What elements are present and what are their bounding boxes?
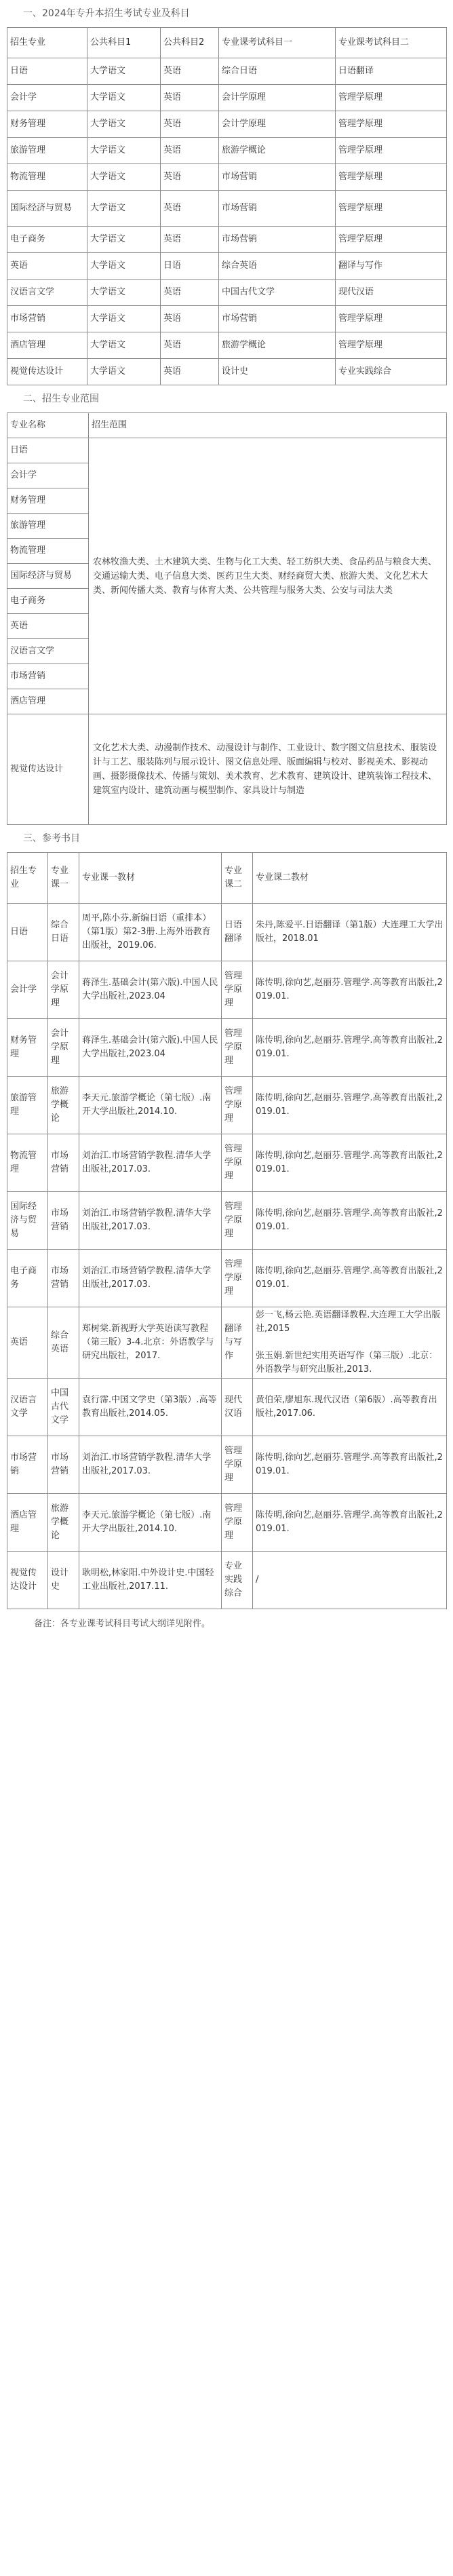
table-row xyxy=(7,904,447,961)
table-cell: 管理学原理 xyxy=(336,306,447,332)
table-cell: 设计史 xyxy=(219,359,336,385)
table-cell: 英语 xyxy=(7,253,87,280)
table-cell: 市场营销 xyxy=(48,1192,79,1250)
table-cell: 管理学原理 xyxy=(222,1192,253,1250)
table-cell: 财务管理 xyxy=(7,1019,48,1077)
table-cell: 郑树棠.新视野大学英语读写教程（第三版）3-4.北京：外语教学与研究出版社，2017. xyxy=(79,1307,222,1379)
table-row xyxy=(7,1134,447,1192)
table-cell: 国际经济与贸易 xyxy=(7,1192,48,1250)
table-cell: 管理学原理 xyxy=(336,111,447,138)
table-cell: 英语 xyxy=(161,332,219,359)
table-cell: 大学语文 xyxy=(87,111,161,138)
major-cell: 会计学 xyxy=(7,463,89,488)
table-row xyxy=(7,1192,447,1250)
subjects-table xyxy=(7,27,447,385)
major-cell: 英语 xyxy=(7,614,89,639)
table-row xyxy=(7,1552,447,1609)
table-cell: 管理学原理 xyxy=(222,1134,253,1192)
table-cell: 英语 xyxy=(161,280,219,306)
table-cell: 会计学原理 xyxy=(48,1019,79,1077)
table-cell: 刘治江.市场营销学教程.清华大学出版社,2017.03. xyxy=(79,1250,222,1307)
table-cell: 英语 xyxy=(161,227,219,253)
table-cell: 英语 xyxy=(161,111,219,138)
table-cell: 中国古代文学 xyxy=(48,1379,79,1436)
table-cell: 市场营销 xyxy=(219,191,336,227)
table-cell: 英语 xyxy=(161,58,219,85)
table-cell: 视觉传达设计 xyxy=(7,359,87,385)
table-cell: 陈传明,徐向艺,赵丽芬.管理学.高等教育出版社,2019.01. xyxy=(253,1192,447,1250)
table-cell: 管理学原理 xyxy=(222,1019,253,1077)
table-cell: 陈传明,徐向艺,赵丽芬.管理学.高等教育出版社,2019.01. xyxy=(253,1134,447,1192)
table-cell: 大学语文 xyxy=(87,227,161,253)
major-cell: 物流管理 xyxy=(7,539,89,564)
major-cell: 汉语言文学 xyxy=(7,639,89,664)
table-cell: 酒店管理 xyxy=(7,332,87,359)
table-cell: 会计学 xyxy=(7,85,87,111)
table-cell: 市场营销 xyxy=(219,227,336,253)
table-cell: 设计史 xyxy=(48,1552,79,1609)
table-cell: 大学语文 xyxy=(87,306,161,332)
table-row xyxy=(7,253,447,280)
header-cell: 专业课二 xyxy=(222,853,253,904)
table-cell: 大学语文 xyxy=(87,191,161,227)
table-cell: 黄伯荣,廖旭东.现代汉语（第6版）.高等教育出版社,2017.06. xyxy=(253,1379,447,1436)
table-row xyxy=(7,1250,447,1307)
table-cell: 大学语文 xyxy=(87,164,161,191)
table-cell: 汉语言文学 xyxy=(7,280,87,306)
table-cell: 管理学原理 xyxy=(336,227,447,253)
table-cell: / xyxy=(253,1552,447,1609)
table-cell: 旅游管理 xyxy=(7,1077,48,1134)
major-cell: 酒店管理 xyxy=(7,689,89,714)
table-cell: 英语 xyxy=(161,359,219,385)
table-cell: 陈传明,徐向艺,赵丽芬.管理学.高等教育出版社,2019.01. xyxy=(253,1250,447,1307)
table-cell: 管理学原理 xyxy=(336,138,447,164)
table-cell: 朱丹,陈爱平.日语翻译（第1版）大连理工大学出版社，2018.01 xyxy=(253,904,447,961)
table-cell: 会计学原理 xyxy=(219,111,336,138)
table-cell: 日语 xyxy=(161,253,219,280)
table-cell: 日语翻译 xyxy=(222,904,253,961)
table-cell: 市场营销 xyxy=(48,1134,79,1192)
header-cell: 专业课一 xyxy=(48,853,79,904)
table-cell: 刘治江.市场营销学教程.清华大学出版社,2017.03. xyxy=(79,1436,222,1494)
reference-books-table xyxy=(7,852,447,1609)
table-row xyxy=(7,280,447,306)
table-cell: 市场营销 xyxy=(48,1250,79,1307)
table-cell: 会计学 xyxy=(7,961,48,1019)
table-cell: 电子商务 xyxy=(7,1250,48,1307)
table-cell: 大学语文 xyxy=(87,138,161,164)
section-title-references: 三、参考书目 xyxy=(23,833,80,844)
table-cell: 英语 xyxy=(161,85,219,111)
table-cell: 物流管理 xyxy=(7,1134,48,1192)
table-row xyxy=(7,85,447,111)
table-cell: 电子商务 xyxy=(7,227,87,253)
table-cell: 翻译与写作 xyxy=(336,253,447,280)
scope-cell: 农林牧渔大类、土木建筑大类、生物与化工大类、轻工纺织大类、食品药品与粮食大类、交通运输大类、电子信息大类、医药卫生大类、财经商贸大类、旅游大类、文化艺术大类、新闻传播大类、教育与体育大类、公共管理与服务大类、公安与司法大类 xyxy=(89,438,447,714)
header-cell: 专业课一教材 xyxy=(79,853,222,904)
header-cell: 专业名称 xyxy=(7,413,89,438)
table-row xyxy=(7,227,447,253)
table-row xyxy=(7,164,447,191)
major-cell: 电子商务 xyxy=(7,589,89,614)
major-cell: 日语 xyxy=(7,438,89,463)
major-cell: 旅游管理 xyxy=(7,514,89,539)
table-cell: 管理学原理 xyxy=(222,1494,253,1552)
header-cell: 招生专业 xyxy=(7,853,48,904)
header-cell: 专业课考试科目一 xyxy=(219,28,336,58)
table-row xyxy=(7,1494,447,1552)
table-cell: 陈传明,徐向艺,赵丽芬.管理学.高等教育出版社,2019.01. xyxy=(253,1494,447,1552)
table-cell: 专业实践综合 xyxy=(336,359,447,385)
table-cell: 大学语文 xyxy=(87,359,161,385)
table-cell: 综合英语 xyxy=(48,1307,79,1379)
header-cell: 公共科目2 xyxy=(161,28,219,58)
table-cell: 英语 xyxy=(7,1307,48,1379)
table-cell: 英语 xyxy=(161,306,219,332)
table-cell: 英语 xyxy=(161,138,219,164)
header-cell: 招生范围 xyxy=(89,413,447,438)
table-cell: 大学语文 xyxy=(87,85,161,111)
table-row xyxy=(7,714,447,825)
scope-table xyxy=(7,412,447,825)
table-cell: 李天元.旅游学概论（第七版）.南开大学出版社,2014.10. xyxy=(79,1494,222,1552)
table-cell: 大学语文 xyxy=(87,280,161,306)
table-cell: 市场营销 xyxy=(7,1436,48,1494)
table-row xyxy=(7,438,447,463)
table-cell: 李天元.旅游学概论（第七版）.南开大学出版社,2014.10. xyxy=(79,1077,222,1134)
table-cell: 市场营销 xyxy=(219,164,336,191)
table-cell: 酒店管理 xyxy=(7,1494,48,1552)
table-row xyxy=(7,359,447,385)
table-row xyxy=(7,58,447,85)
table-cell: 旅游学概论 xyxy=(219,138,336,164)
table-cell: 蒋泽生.基础会计(第六版).中国人民大学出版社,2023.04 xyxy=(79,1019,222,1077)
table-cell: 刘治江.市场营销学教程.清华大学出版社,2017.03. xyxy=(79,1192,222,1250)
table-row xyxy=(7,1307,447,1379)
table-cell: 大学语文 xyxy=(87,332,161,359)
table-cell: 综合日语 xyxy=(219,58,336,85)
table-cell: 中国古代文学 xyxy=(219,280,336,306)
table-cell: 国际经济与贸易 xyxy=(7,191,87,227)
table-row xyxy=(7,1436,447,1494)
table-cell: 市场营销 xyxy=(219,306,336,332)
table-cell: 视觉传达设计 xyxy=(7,1552,48,1609)
table-cell: 大学语文 xyxy=(87,58,161,85)
table-cell: 大学语文 xyxy=(87,253,161,280)
table-cell: 旅游管理 xyxy=(7,138,87,164)
table-row xyxy=(7,1077,447,1134)
table-header-row xyxy=(7,853,447,904)
major-cell: 市场营销 xyxy=(7,664,89,689)
table-cell: 管理学原理 xyxy=(336,85,447,111)
table-row xyxy=(7,306,447,332)
table-cell: 综合日语 xyxy=(48,904,79,961)
table-cell: 日语 xyxy=(7,904,48,961)
table-cell: 蒋泽生.基础会计(第六版).中国人民大学出版社,2023.04 xyxy=(79,961,222,1019)
table-cell: 现代汉语 xyxy=(222,1379,253,1436)
header-cell: 招生专业 xyxy=(7,28,87,58)
table-cell: 陈传明,徐向艺,赵丽芬.管理学.高等教育出版社,2019.01. xyxy=(253,1019,447,1077)
table-row xyxy=(7,138,447,164)
table-cell: 袁行霈.中国文学史（第3版）.高等教育出版社,2014.05. xyxy=(79,1379,222,1436)
table-cell: 日语翻译 xyxy=(336,58,447,85)
table-cell: 管理学原理 xyxy=(222,1250,253,1307)
scope-cell: 文化艺术大类、动漫制作技术、动漫设计与制作、工业设计、数字图文信息技术、服装设计与工艺、服装陈列与展示设计、图文信息处理、版面编辑与校对、影视美术、影视动画、摄影摄像技术、传播与策划、美术教育、艺术教育、建筑设计、建筑装饰工程技术、建筑室内设计、建筑动画与模型制作、家具设计与制造 xyxy=(89,714,447,825)
section-title-subjects: 一、2024年专升本招生考试专业及科目 xyxy=(23,8,190,19)
table-row xyxy=(7,191,447,227)
table-header-row xyxy=(7,413,447,438)
table-cell: 市场营销 xyxy=(7,306,87,332)
table-cell: 管理学原理 xyxy=(222,1436,253,1494)
table-cell: 财务管理 xyxy=(7,111,87,138)
major-cell: 视觉传达设计 xyxy=(7,714,89,825)
table-cell: 英语 xyxy=(161,191,219,227)
major-cell: 财务管理 xyxy=(7,488,89,514)
table-cell: 翻译与写作 xyxy=(222,1307,253,1379)
table-cell: 专业实践综合 xyxy=(222,1552,253,1609)
header-cell: 专业课二教材 xyxy=(253,853,447,904)
table-cell: 周平,陈小芬.新编日语（重排本）（第1版）第2-3册.上海外语教育出版社，2019.06. xyxy=(79,904,222,961)
major-cell: 国际经济与贸易 xyxy=(7,564,89,589)
section-title-scope: 二、招生专业范围 xyxy=(23,393,99,404)
table-cell: 英语 xyxy=(161,164,219,191)
table-cell: 彭一飞,杨云艳.英语翻译教程.大连理工大学出版社,2015 张玉娟.新世纪实用英语写作（第三版）.北京：外语教学与研究出版社,2013. xyxy=(253,1307,447,1379)
footnote: 备注：各专业课考试科目考试大纲详见附件。 xyxy=(34,1619,211,1629)
table-cell: 耿明松,林家阳.中外设计史.中国轻工业出版社,2017.11. xyxy=(79,1552,222,1609)
table-cell: 管理学原理 xyxy=(336,191,447,227)
table-cell: 日语 xyxy=(7,58,87,85)
table-cell: 管理学原理 xyxy=(336,332,447,359)
table-cell: 管理学原理 xyxy=(222,1077,253,1134)
table-header-row xyxy=(7,28,447,58)
table-cell: 会计学原理 xyxy=(48,961,79,1019)
table-cell: 陈传明,徐向艺,赵丽芬.管理学.高等教育出版社,2019.01. xyxy=(253,961,447,1019)
table-cell: 会计学原理 xyxy=(219,85,336,111)
header-cell: 专业课考试科目二 xyxy=(336,28,447,58)
table-cell: 旅游学概论 xyxy=(48,1077,79,1134)
table-cell: 管理学原理 xyxy=(336,164,447,191)
table-cell: 旅游学概论 xyxy=(219,332,336,359)
table-cell: 汉语言文学 xyxy=(7,1379,48,1436)
table-cell: 刘治江.市场营销学教程.清华大学出版社,2017.03. xyxy=(79,1134,222,1192)
table-row xyxy=(7,1379,447,1436)
table-row xyxy=(7,961,447,1019)
table-cell: 现代汉语 xyxy=(336,280,447,306)
table-row xyxy=(7,111,447,138)
table-cell: 管理学原理 xyxy=(222,961,253,1019)
table-row xyxy=(7,332,447,359)
table-cell: 物流管理 xyxy=(7,164,87,191)
table-row xyxy=(7,1019,447,1077)
table-cell: 陈传明,徐向艺,赵丽芬.管理学.高等教育出版社,2019.01. xyxy=(253,1436,447,1494)
table-cell: 旅游学概论 xyxy=(48,1494,79,1552)
table-cell: 综合英语 xyxy=(219,253,336,280)
table-cell: 市场营销 xyxy=(48,1436,79,1494)
header-cell: 公共科目1 xyxy=(87,28,161,58)
table-cell: 陈传明,徐向艺,赵丽芬.管理学.高等教育出版社,2019.01. xyxy=(253,1077,447,1134)
